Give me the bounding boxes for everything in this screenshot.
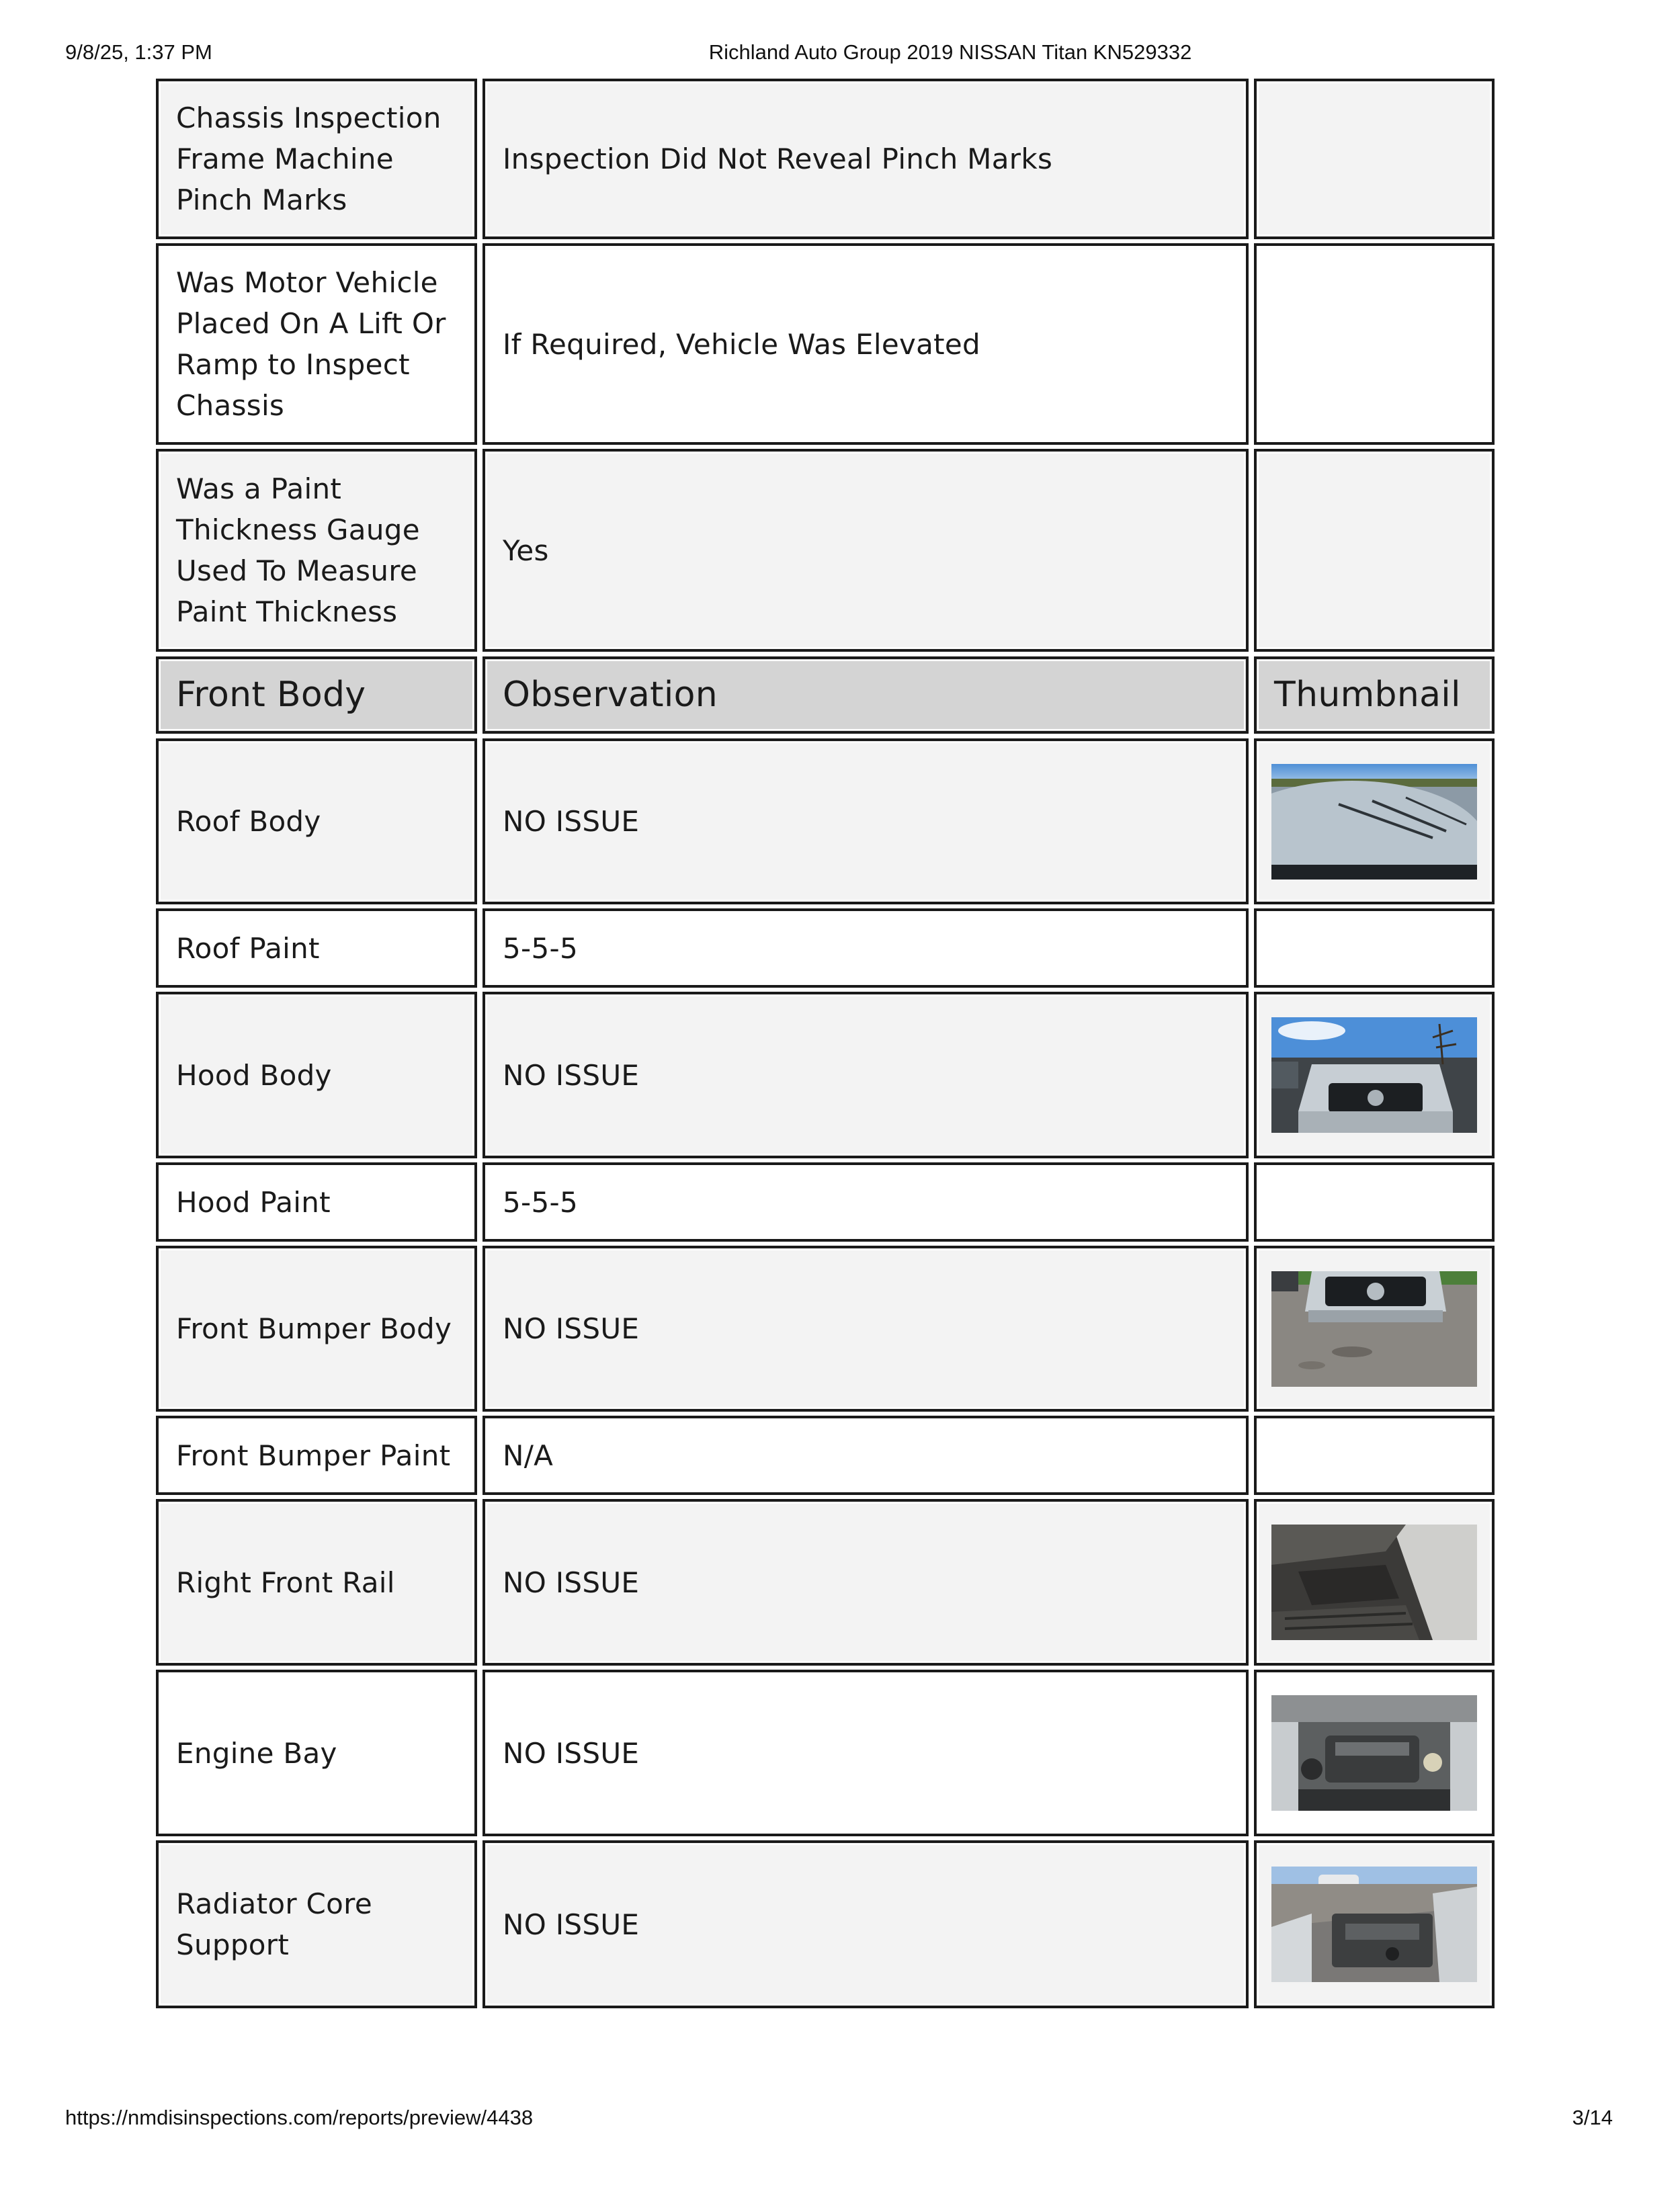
radiator-photo-thumbnail[interactable] [1271,1867,1477,1982]
row-thumbnail-cell [1254,243,1495,445]
engine-bay-photo-thumbnail[interactable] [1271,1695,1477,1811]
table-row [156,1840,1486,2008]
thumbnail-cell [1254,1162,1495,1242]
thumbnail-header: Thumbnail [1254,656,1495,734]
item-observation: 5-5-5 [482,1162,1249,1242]
item-observation: NO ISSUE [482,1670,1249,1836]
thumbnail-cell [1254,992,1495,1158]
thumbnail-cell [1254,1246,1495,1412]
row-value: Inspection Did Not Reveal Pinch Marks [482,79,1249,239]
table-row [156,1162,1486,1242]
bumper-photo-thumbnail[interactable] [1271,1271,1477,1387]
item-observation: N/A [482,1416,1249,1495]
table-row [156,1670,1486,1836]
item-label: Front Bumper Body [156,1246,477,1412]
thumbnail-cell [1254,1670,1495,1836]
page-url: https://nmdisinspections.com/reports/preview/4438 [65,2106,534,2129]
observation-header: Observation [482,656,1249,734]
item-observation: NO ISSUE [482,992,1249,1158]
row-label: Was a Paint Thickness Gauge Used To Measure Paint Thickness [156,449,477,652]
item-observation: NO ISSUE [482,738,1249,904]
report-row [156,79,1486,239]
thumbnail-cell [1254,1840,1495,2008]
table-row [156,1499,1486,1666]
item-label: Roof Paint [156,908,477,988]
item-label: Right Front Rail [156,1499,477,1666]
table-row [156,908,1486,988]
item-label: Hood Paint [156,1162,477,1242]
item-label: Roof Body [156,738,477,904]
item-label: Engine Bay [156,1670,477,1836]
report-row [156,449,1486,652]
hood-photo-thumbnail[interactable] [1271,1017,1477,1133]
thumbnail-cell [1254,1499,1495,1666]
row-thumbnail-cell [1254,79,1495,239]
page-title: Richland Auto Group 2019 NISSAN Titan KN529332 [708,40,1192,64]
row-label: Chassis Inspection Frame Machine Pinch Marks [156,79,477,239]
row-thumbnail-cell [1254,449,1495,652]
row-label: Was Motor Vehicle Placed On A Lift Or Ramp to Inspect Chassis [156,243,477,445]
row-value: Yes [482,449,1249,652]
report-row [156,243,1486,445]
table-row [156,1246,1486,1412]
print-datetime: 9/8/25, 1:37 PM [65,40,212,64]
roof-photo-thumbnail[interactable] [1271,764,1477,880]
item-observation: NO ISSUE [482,1499,1249,1666]
item-label: Radiator Core Support [156,1840,477,2008]
item-observation: 5-5-5 [482,908,1249,988]
item-observation: NO ISSUE [482,1246,1249,1412]
row-value: If Required, Vehicle Was Elevated [482,243,1249,445]
thumbnail-cell [1254,1416,1495,1495]
section-title: Front Body [156,656,477,734]
thumbnail-cell [1254,738,1495,904]
item-label: Front Bumper Paint [156,1416,477,1495]
section-header-row [156,656,1486,734]
table-row [156,738,1486,904]
page-number: 3/14 [1572,2106,1613,2129]
thumbnail-cell [1254,908,1495,988]
table-row [156,992,1486,1158]
item-label: Hood Body [156,992,477,1158]
item-observation: NO ISSUE [482,1840,1249,2008]
table-row [156,1416,1486,1495]
rail-photo-thumbnail[interactable] [1271,1525,1477,1640]
